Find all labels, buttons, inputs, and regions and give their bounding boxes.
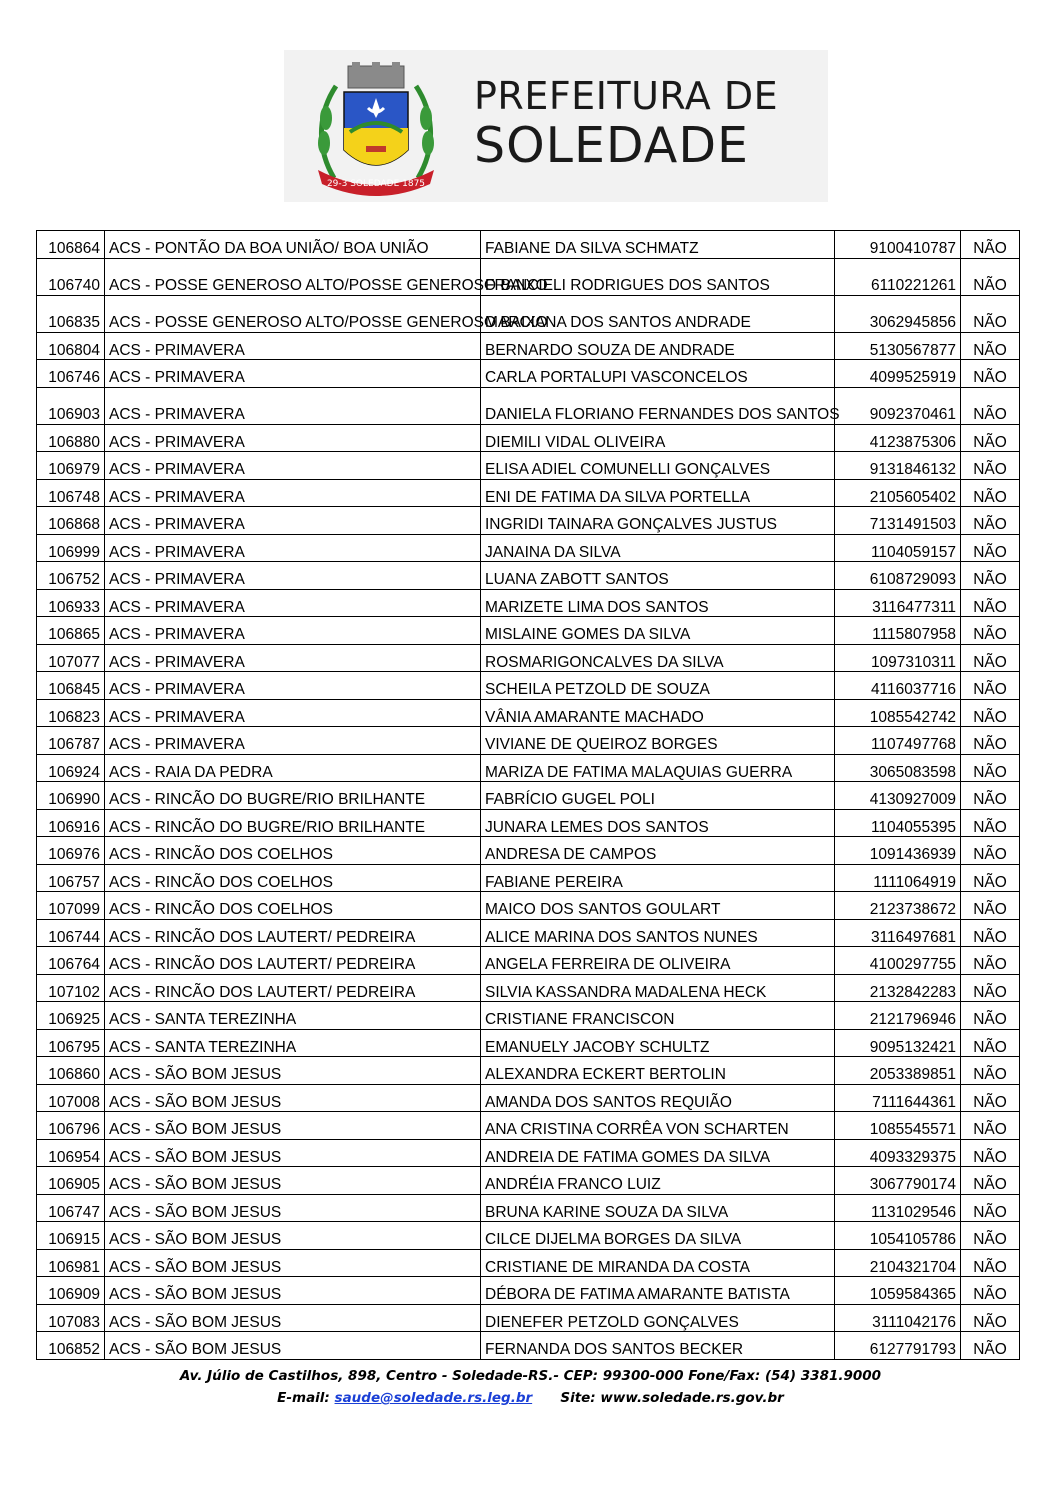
row-answer-cell: NÃO	[961, 562, 1020, 590]
row-id-cell: 106990	[37, 782, 105, 810]
row-name-cell: ELISA ADIEL COMUNELLI GONÇALVES	[481, 452, 835, 480]
row-id-cell: 107008	[37, 1084, 105, 1112]
row-answer-cell: NÃO	[961, 1194, 1020, 1222]
table-row	[37, 1332, 1020, 1360]
table-row	[37, 534, 1020, 562]
row-name-cell: DIENEFER PETZOLD GONÇALVES	[481, 1304, 835, 1332]
row-id-cell: 106744	[37, 919, 105, 947]
row-name-cell: JANAINA DA SILVA	[481, 534, 835, 562]
row-area-cell: ACS - PRIMAVERA	[105, 424, 481, 452]
row-code-cell: 7111644361	[835, 1084, 961, 1112]
row-name-cell: MAICO DOS SANTOS GOULART	[481, 892, 835, 920]
footer-address: Av. Júlio de Castilhos, 898, Centro - Soledade-RS.- CEP: 99300-000 Fone/Fax: (54) 3381.9000	[179, 1368, 882, 1384]
table-row	[37, 1112, 1020, 1140]
row-name-cell: CILCE DIJELMA BORGES DA SILVA	[481, 1222, 835, 1250]
row-area-cell: ACS - SÃO BOM JESUS	[105, 1167, 481, 1195]
row-answer-cell: NÃO	[961, 1084, 1020, 1112]
brand-line-1: PREFEITURA DE	[474, 74, 779, 118]
row-id-cell: 106999	[37, 534, 105, 562]
row-answer-cell: NÃO	[961, 1057, 1020, 1085]
row-answer-cell: NÃO	[961, 782, 1020, 810]
row-area-cell: ACS - PRIMAVERA	[105, 617, 481, 645]
row-answer-cell: NÃO	[961, 864, 1020, 892]
row-code-cell: 4123875306	[835, 424, 961, 452]
row-area-cell: ACS - PRIMAVERA	[105, 562, 481, 590]
row-answer-cell: NÃO	[961, 1332, 1020, 1360]
row-code-cell: 1104055395	[835, 809, 961, 837]
crest-ribbon-text: 29-3 SOLEDADE 1875	[326, 179, 426, 189]
table-row	[37, 919, 1020, 947]
row-name-cell: BERNARDO SOUZA DE ANDRADE	[481, 332, 835, 360]
row-answer-cell: NÃO	[961, 672, 1020, 700]
row-area-cell: ACS - PONTÃO DA BOA UNIÃO/ BOA UNIÃO	[105, 231, 481, 259]
row-code-cell: 2053389851	[835, 1057, 961, 1085]
row-name-cell: INGRIDI TAINARA GONÇALVES JUSTUS	[481, 507, 835, 535]
row-answer-cell: NÃO	[961, 1249, 1020, 1277]
row-name-cell: SILVIA KASSANDRA MADALENA HECK	[481, 974, 835, 1002]
row-code-cell: 4100297755	[835, 947, 961, 975]
row-area-cell: ACS - SÃO BOM JESUS	[105, 1112, 481, 1140]
table-row	[37, 231, 1020, 259]
row-answer-cell: NÃO	[961, 360, 1020, 388]
row-id-cell: 106747	[37, 1194, 105, 1222]
table-row	[37, 258, 1020, 295]
row-answer-cell: NÃO	[961, 1277, 1020, 1305]
row-name-cell: MARCIANA DOS SANTOS ANDRADE	[481, 295, 835, 332]
row-code-cell: 3116497681	[835, 919, 961, 947]
table-row	[37, 360, 1020, 388]
row-answer-cell: NÃO	[961, 387, 1020, 424]
table-row	[37, 782, 1020, 810]
row-area-cell: ACS - PRIMAVERA	[105, 507, 481, 535]
registry-table	[36, 230, 1020, 1360]
row-area-cell: ACS - RINCÃO DOS COELHOS	[105, 892, 481, 920]
row-code-cell: 1107497768	[835, 727, 961, 755]
table-row	[37, 507, 1020, 535]
table-row	[37, 974, 1020, 1002]
table-row	[37, 947, 1020, 975]
row-answer-cell: NÃO	[961, 919, 1020, 947]
row-area-cell: ACS - RINCÃO DO BUGRE/RIO BRILHANTE	[105, 809, 481, 837]
row-area-cell: ACS - RINCÃO DOS COELHOS	[105, 864, 481, 892]
table-row	[37, 1057, 1020, 1085]
row-id-cell: 106823	[37, 699, 105, 727]
row-code-cell: 2123738672	[835, 892, 961, 920]
table-row	[37, 562, 1020, 590]
row-code-cell: 9131846132	[835, 452, 961, 480]
row-id-cell: 106933	[37, 589, 105, 617]
table-row	[37, 864, 1020, 892]
table-row	[37, 479, 1020, 507]
table-row	[37, 727, 1020, 755]
table-row	[37, 1084, 1020, 1112]
row-id-cell: 106865	[37, 617, 105, 645]
row-code-cell: 1097310311	[835, 644, 961, 672]
row-code-cell: 9100410787	[835, 231, 961, 259]
table-row	[37, 295, 1020, 332]
row-area-cell: ACS - PRIMAVERA	[105, 479, 481, 507]
row-id-cell: 106924	[37, 754, 105, 782]
row-name-cell: JUNARA LEMES DOS SANTOS	[481, 809, 835, 837]
row-area-cell: ACS - SANTA TEREZINHA	[105, 1029, 481, 1057]
row-area-cell: ACS - SÃO BOM JESUS	[105, 1332, 481, 1360]
row-id-cell: 106845	[37, 672, 105, 700]
row-answer-cell: NÃO	[961, 1112, 1020, 1140]
table-row	[37, 1167, 1020, 1195]
row-name-cell: ROSMARIGONCALVES DA SILVA	[481, 644, 835, 672]
table-row	[37, 892, 1020, 920]
table-row	[37, 699, 1020, 727]
row-id-cell: 106925	[37, 1002, 105, 1030]
row-code-cell: 2121796946	[835, 1002, 961, 1030]
row-area-cell: ACS - PRIMAVERA	[105, 387, 481, 424]
row-area-cell: ACS - RINCÃO DOS COELHOS	[105, 837, 481, 865]
row-area-cell: ACS - PRIMAVERA	[105, 360, 481, 388]
row-code-cell: 6110221261	[835, 258, 961, 295]
brand-title	[474, 74, 814, 174]
row-area-cell: ACS - SÃO BOM JESUS	[105, 1084, 481, 1112]
table-row	[37, 1304, 1020, 1332]
row-answer-cell: NÃO	[961, 332, 1020, 360]
row-code-cell: 7131491503	[835, 507, 961, 535]
row-code-cell: 4130927009	[835, 782, 961, 810]
row-answer-cell: NÃO	[961, 617, 1020, 645]
row-name-cell: MISLAINE GOMES DA SILVA	[481, 617, 835, 645]
row-name-cell: FABIANE DA SILVA SCHMATZ	[481, 231, 835, 259]
row-code-cell: 3111042176	[835, 1304, 961, 1332]
footer-site: Site: www.soledade.rs.gov.br	[560, 1390, 784, 1406]
row-area-cell: ACS - RAIA DA PEDRA	[105, 754, 481, 782]
row-id-cell: 106979	[37, 452, 105, 480]
row-id-cell: 106752	[37, 562, 105, 590]
row-code-cell: 1085542742	[835, 699, 961, 727]
row-code-cell: 3062945856	[835, 295, 961, 332]
row-answer-cell: NÃO	[961, 699, 1020, 727]
row-code-cell: 6127791793	[835, 1332, 961, 1360]
row-id-cell: 106954	[37, 1139, 105, 1167]
table-row	[37, 387, 1020, 424]
row-id-cell: 106852	[37, 1332, 105, 1360]
row-name-cell: MARIZA DE FATIMA MALAQUIAS GUERRA	[481, 754, 835, 782]
row-answer-cell: NÃO	[961, 892, 1020, 920]
table-row	[37, 672, 1020, 700]
row-answer-cell: NÃO	[961, 258, 1020, 295]
row-code-cell: 9095132421	[835, 1029, 961, 1057]
row-id-cell: 106804	[37, 332, 105, 360]
row-area-cell: ACS - SÃO BOM JESUS	[105, 1249, 481, 1277]
table-row	[37, 754, 1020, 782]
row-id-cell: 106757	[37, 864, 105, 892]
row-name-cell: FABIANE PEREIRA	[481, 864, 835, 892]
row-area-cell: ACS - SÃO BOM JESUS	[105, 1057, 481, 1085]
row-id-cell: 106905	[37, 1167, 105, 1195]
row-name-cell: AMANDA DOS SANTOS REQUIÃO	[481, 1084, 835, 1112]
row-name-cell: ANGELA FERREIRA DE OLIVEIRA	[481, 947, 835, 975]
row-code-cell: 1111064919	[835, 864, 961, 892]
row-code-cell: 4099525919	[835, 360, 961, 388]
row-id-cell: 107102	[37, 974, 105, 1002]
row-code-cell: 1131029546	[835, 1194, 961, 1222]
row-code-cell: 1059584365	[835, 1277, 961, 1305]
row-name-cell: DIEMILI VIDAL OLIVEIRA	[481, 424, 835, 452]
row-id-cell: 106868	[37, 507, 105, 535]
row-area-cell: ACS - RINCÃO DOS LAUTERT/ PEDREIRA	[105, 947, 481, 975]
row-code-cell: 9092370461	[835, 387, 961, 424]
table-row	[37, 1249, 1020, 1277]
row-area-cell: ACS - SANTA TEREZINHA	[105, 1002, 481, 1030]
footer-email-link[interactable]: saude@soledade.rs.leg.br	[334, 1390, 533, 1406]
table-body	[37, 231, 1020, 1360]
row-id-cell: 106903	[37, 387, 105, 424]
row-answer-cell: NÃO	[961, 809, 1020, 837]
row-code-cell: 1054105786	[835, 1222, 961, 1250]
row-name-cell: ALICE MARINA DOS SANTOS NUNES	[481, 919, 835, 947]
table-row	[37, 589, 1020, 617]
row-area-cell: ACS - PRIMAVERA	[105, 452, 481, 480]
row-area-cell: ACS - SÃO BOM JESUS	[105, 1277, 481, 1305]
row-id-cell: 106764	[37, 947, 105, 975]
row-name-cell: ANA CRISTINA CORRÊA VON SCHARTEN	[481, 1112, 835, 1140]
row-code-cell: 2132842283	[835, 974, 961, 1002]
row-id-cell: 106795	[37, 1029, 105, 1057]
table-row	[37, 1139, 1020, 1167]
row-id-cell: 107083	[37, 1304, 105, 1332]
row-code-cell: 5130567877	[835, 332, 961, 360]
row-answer-cell: NÃO	[961, 507, 1020, 535]
row-name-cell: LUANA ZABOTT SANTOS	[481, 562, 835, 590]
row-answer-cell: NÃO	[961, 754, 1020, 782]
row-code-cell: 1091436939	[835, 837, 961, 865]
row-answer-cell: NÃO	[961, 644, 1020, 672]
row-name-cell: ANDRESA DE CAMPOS	[481, 837, 835, 865]
row-name-cell: ALEXANDRA ECKERT BERTOLIN	[481, 1057, 835, 1085]
row-id-cell: 106915	[37, 1222, 105, 1250]
row-name-cell: ANDRÉIA FRANCO LUIZ	[481, 1167, 835, 1195]
table-row	[37, 1002, 1020, 1030]
row-answer-cell: NÃO	[961, 1029, 1020, 1057]
row-name-cell: CARLA PORTALUPI VASCONCELOS	[481, 360, 835, 388]
table-row	[37, 452, 1020, 480]
row-answer-cell: NÃO	[961, 1167, 1020, 1195]
row-name-cell: EMANUELY JACOBY SCHULTZ	[481, 1029, 835, 1057]
row-answer-cell: NÃO	[961, 1139, 1020, 1167]
row-id-cell: 106864	[37, 231, 105, 259]
table-row	[37, 1194, 1020, 1222]
row-area-cell: ACS - SÃO BOM JESUS	[105, 1194, 481, 1222]
header-logo	[284, 50, 828, 202]
row-area-cell: ACS - PRIMAVERA	[105, 699, 481, 727]
table-row	[37, 1029, 1020, 1057]
row-code-cell: 3067790174	[835, 1167, 961, 1195]
row-area-cell: ACS - PRIMAVERA	[105, 332, 481, 360]
footer-contacts	[0, 1390, 1061, 1406]
row-id-cell: 107099	[37, 892, 105, 920]
row-area-cell: ACS - PRIMAVERA	[105, 644, 481, 672]
row-name-cell: CRISTIANE DE MIRANDA DA COSTA	[481, 1249, 835, 1277]
row-id-cell: 106748	[37, 479, 105, 507]
row-name-cell: CRISTIANE FRANCISCON	[481, 1002, 835, 1030]
row-name-cell: MARIZETE LIMA DOS SANTOS	[481, 589, 835, 617]
row-answer-cell: NÃO	[961, 974, 1020, 1002]
row-answer-cell: NÃO	[961, 1304, 1020, 1332]
table-row	[37, 1222, 1020, 1250]
row-area-cell: ACS - SÃO BOM JESUS	[105, 1139, 481, 1167]
row-id-cell: 106916	[37, 809, 105, 837]
row-code-cell: 3065083598	[835, 754, 961, 782]
row-id-cell: 106860	[37, 1057, 105, 1085]
row-code-cell: 4116037716	[835, 672, 961, 700]
table-row	[37, 617, 1020, 645]
row-answer-cell: NÃO	[961, 534, 1020, 562]
row-answer-cell: NÃO	[961, 1222, 1020, 1250]
row-name-cell: BRUNA KARINE SOUZA DA SILVA	[481, 1194, 835, 1222]
footer-email-label: E-mail:	[277, 1390, 330, 1406]
table-row	[37, 837, 1020, 865]
row-name-cell: FRANCIELI RODRIGUES DOS SANTOS	[481, 258, 835, 295]
row-area-cell: ACS - PRIMAVERA	[105, 672, 481, 700]
row-code-cell: 2104321704	[835, 1249, 961, 1277]
row-name-cell: FERNANDA DOS SANTOS BECKER	[481, 1332, 835, 1360]
row-area-cell: ACS - POSSE GENEROSO ALTO/POSSE GENEROSO BAIXO	[105, 258, 481, 295]
row-code-cell: 1085545571	[835, 1112, 961, 1140]
row-area-cell: ACS - SÃO BOM JESUS	[105, 1304, 481, 1332]
row-id-cell: 106835	[37, 295, 105, 332]
row-id-cell: 106740	[37, 258, 105, 295]
row-area-cell: ACS - RINCÃO DO BUGRE/RIO BRILHANTE	[105, 782, 481, 810]
table-row	[37, 424, 1020, 452]
row-answer-cell: NÃO	[961, 424, 1020, 452]
row-name-cell: ANDREIA DE FATIMA GOMES DA SILVA	[481, 1139, 835, 1167]
row-id-cell: 107077	[37, 644, 105, 672]
row-area-cell: ACS - RINCÃO DOS LAUTERT/ PEDREIRA	[105, 919, 481, 947]
row-id-cell: 106981	[37, 1249, 105, 1277]
row-id-cell: 106746	[37, 360, 105, 388]
row-id-cell: 106880	[37, 424, 105, 452]
row-code-cell: 1115807958	[835, 617, 961, 645]
row-answer-cell: NÃO	[961, 295, 1020, 332]
row-area-cell: ACS - PRIMAVERA	[105, 534, 481, 562]
row-name-cell: VÂNIA AMARANTE MACHADO	[481, 699, 835, 727]
row-id-cell: 106909	[37, 1277, 105, 1305]
row-id-cell: 106787	[37, 727, 105, 755]
row-name-cell: FABRÍCIO GUGEL POLI	[481, 782, 835, 810]
row-area-cell: ACS - POSSE GENEROSO ALTO/POSSE GENEROSO BAIXO	[105, 295, 481, 332]
row-area-cell: ACS - PRIMAVERA	[105, 589, 481, 617]
table-row	[37, 809, 1020, 837]
table-row	[37, 1277, 1020, 1305]
row-name-cell: DANIELA FLORIANO FERNANDES DOS SANTOS	[481, 387, 835, 424]
row-code-cell: 3116477311	[835, 589, 961, 617]
row-name-cell: DÉBORA DE FATIMA AMARANTE BATISTA	[481, 1277, 835, 1305]
row-answer-cell: NÃO	[961, 837, 1020, 865]
brand-line-2: SOLEDADE	[474, 117, 750, 174]
row-answer-cell: NÃO	[961, 947, 1020, 975]
row-name-cell: VIVIANE DE QUEIROZ BORGES	[481, 727, 835, 755]
row-code-cell: 6108729093	[835, 562, 961, 590]
coat-of-arms-icon	[306, 58, 446, 196]
table-row	[37, 644, 1020, 672]
row-id-cell: 106976	[37, 837, 105, 865]
row-code-cell: 2105605402	[835, 479, 961, 507]
row-area-cell: ACS - PRIMAVERA	[105, 727, 481, 755]
row-name-cell: ENI DE FATIMA DA SILVA PORTELLA	[481, 479, 835, 507]
row-code-cell: 1104059157	[835, 534, 961, 562]
table-row	[37, 332, 1020, 360]
row-code-cell: 4093329375	[835, 1139, 961, 1167]
row-answer-cell: NÃO	[961, 1002, 1020, 1030]
row-answer-cell: NÃO	[961, 727, 1020, 755]
row-area-cell: ACS - SÃO BOM JESUS	[105, 1222, 481, 1250]
row-answer-cell: NÃO	[961, 452, 1020, 480]
row-answer-cell: NÃO	[961, 479, 1020, 507]
row-answer-cell: NÃO	[961, 589, 1020, 617]
row-answer-cell: NÃO	[961, 231, 1020, 259]
row-id-cell: 106796	[37, 1112, 105, 1140]
row-area-cell: ACS - RINCÃO DOS LAUTERT/ PEDREIRA	[105, 974, 481, 1002]
row-name-cell: SCHEILA PETZOLD DE SOUZA	[481, 672, 835, 700]
